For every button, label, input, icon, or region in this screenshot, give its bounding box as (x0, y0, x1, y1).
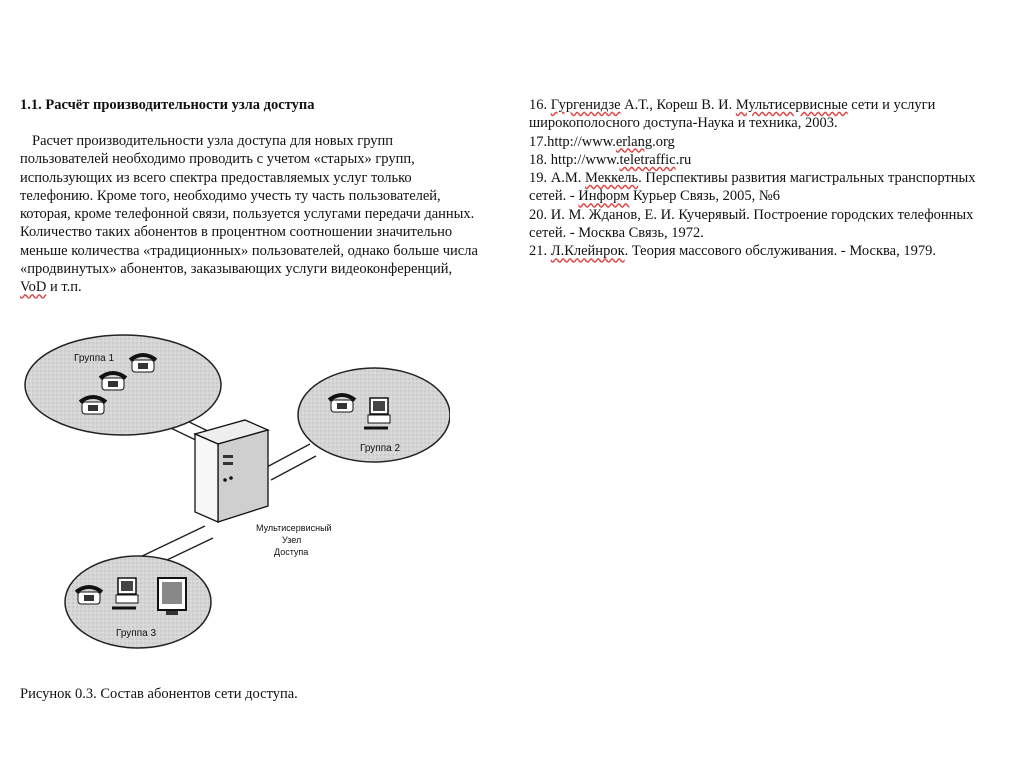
group2-label: Группа 2 (360, 443, 401, 454)
paragraph-tail: и т.п. (46, 279, 82, 296)
reference-item: 16. Гургенидзе А.Т., Кореш В. И. Мультисервисные сети и услуги широкополосного доступа-Наука и техника, 2003. (529, 97, 936, 132)
node-label-line1: Мультисервисный (256, 523, 332, 533)
figure-caption: Рисунок 0.3. Состав абонентов сети доступа. (20, 686, 298, 702)
left-column (20, 96, 480, 297)
node-label-line2: Узел (282, 535, 302, 545)
monitor-icon (158, 578, 186, 615)
body-paragraph (20, 132, 480, 297)
reference-item: 21. Л.Клейнрок. Теория массового обслуживания. - Москва, 1979. (529, 243, 936, 260)
vod-term: VoD (20, 279, 47, 296)
reference-item: 18. http://www.teletraffic.ru (529, 151, 692, 168)
reference-item: 17.http://www.erlang.org (529, 133, 675, 150)
network-diagram (20, 330, 450, 650)
server-icon (195, 420, 268, 522)
paragraph-text: Расчет производительности узла доступа для новых групп пользователей необходимо проводить с учетом «старых» групп, использующих из всего спектра предоставляемых услуг только телефонию. Кроме того, необходимо учесть ту часть пользователей, которая, кроме телефонной связи, пользуется услугами передачи данных. Количество таких абонентов в процентном соотношении значительно меньше количества «традиционных» пользователей, однако больше числа «продвинутых» абонентов, заказывающих услуги видеоконференций, (20, 133, 478, 278)
network-figure (20, 330, 450, 650)
group1-label: Группа 1 (74, 353, 115, 364)
group3-label: Группа 3 (116, 628, 157, 639)
node-label-line3: Доступа (274, 547, 309, 557)
reference-item: 19. А.М. Меккель. Перспективы развития магистральных транспортных сетей. - Информ Курьер Связь, 2005, №6 (529, 170, 976, 205)
references-list (529, 96, 999, 261)
section-heading: 1.1. Расчёт производительности узла доступа (20, 97, 315, 113)
reference-item: 20. И. М. Жданов, Е. И. Кучерявый. Построение городских телефонных сетей. - Москва Связь, 1972. (529, 206, 974, 242)
